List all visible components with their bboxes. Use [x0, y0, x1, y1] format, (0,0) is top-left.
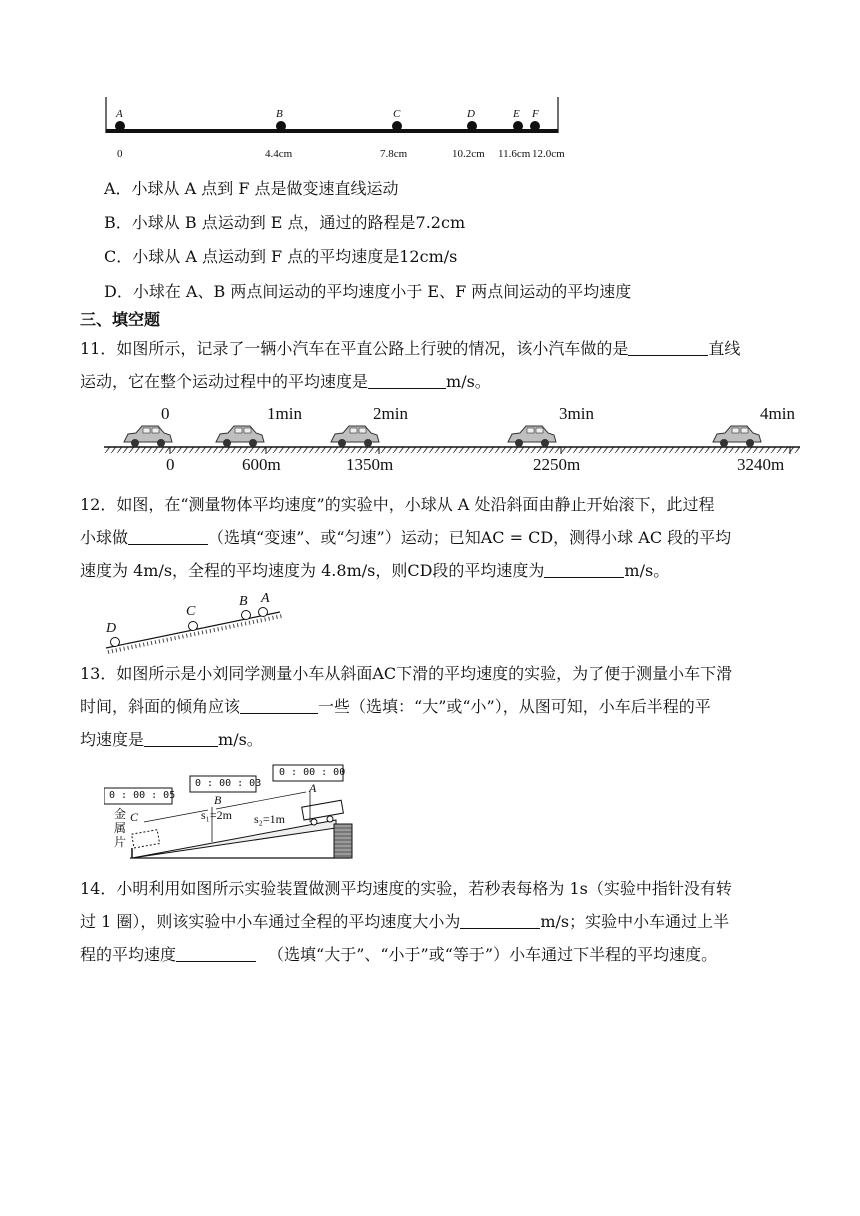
tick-label-5: 12.0cm	[532, 148, 565, 160]
q12-text-2b: （选填“变速”、或“匀速”）运动；已知AC = CD，测得小球 AC 段的平均	[208, 528, 732, 547]
cart-label-a: A	[309, 781, 317, 795]
q14-blank-1[interactable]	[460, 912, 540, 929]
option-b: B．小球从 B 点运动到 E 点，通过的路程是7.2cm	[104, 213, 466, 232]
incline-figure	[100, 588, 290, 654]
cart-label-c: C	[130, 810, 139, 824]
point-label-b: B	[276, 108, 283, 120]
metal-char-3: 片	[114, 835, 127, 849]
point-label-f: F	[532, 108, 539, 120]
q13-text-3a: 均速度是	[80, 730, 145, 749]
point-c	[392, 121, 402, 131]
q13-blank-1[interactable]	[240, 697, 318, 714]
q11-text-1a: 11．如图所示，记录了一辆小汽车在平直公路上行驶的情况，该小汽车做的是	[80, 339, 629, 358]
cart-figure	[104, 762, 364, 862]
q14-line-3	[80, 945, 717, 965]
q12-blank-1[interactable]	[128, 528, 208, 545]
metal-char-1: 金	[114, 807, 127, 821]
q12-line-1: 12．如图，在“测量物体平均速度”的实验中，小球从 A 处沿斜面由静止开始滚下，此过程	[80, 495, 715, 514]
q11-text-2b: m/s。	[446, 372, 491, 391]
distance-label-2: 1350m	[346, 455, 394, 474]
q13-blank-2[interactable]	[144, 730, 218, 747]
point-a	[115, 121, 125, 131]
q12-text-3a: 速度为 4m/s，全程的平均速度为 4.8m/s，则CD段的平均速度为	[80, 561, 545, 580]
option-c: C．小球从 A 点运动到 F 点的平均速度是12cm/s	[104, 247, 458, 266]
q12-text-2a: 小球做	[80, 528, 129, 547]
q12-text-3b: m/s。	[624, 561, 670, 580]
point-b	[276, 121, 286, 131]
time-label-2: 2min	[373, 404, 408, 423]
incline-label-a: A	[261, 591, 270, 606]
q14-text-3b: （选填“大于”、“小于”或“等于”）小车通过下半程的平均速度。	[268, 945, 718, 964]
q12-blank-2[interactable]	[544, 561, 624, 578]
q14-blank-2[interactable]	[176, 945, 256, 962]
metal-char-2: 属	[114, 821, 127, 835]
point-label-c: C	[393, 108, 401, 120]
option-d: D．小球在 A、B 两点间运动的平均速度小于 E、F 两点间运动的平均速度	[104, 282, 632, 301]
car-road-figure	[100, 404, 805, 476]
q13-text-3b: m/s。	[218, 730, 263, 749]
q12-line-2	[80, 528, 731, 548]
point-label-a: A	[116, 108, 123, 120]
q12-line-3	[80, 561, 669, 581]
q11-blank-2[interactable]	[368, 372, 446, 389]
q14-text-2b: m/s；实验中小车通过上半	[540, 912, 730, 931]
q13-line-2	[80, 697, 711, 717]
q11-text-1b: 直线	[708, 339, 741, 358]
s2-label: s₂=1m	[254, 812, 285, 826]
ruler-svg	[104, 95, 560, 165]
distance-label-1: 600m	[242, 455, 281, 474]
point-f	[530, 121, 540, 131]
timer-b: 0 : 00 : 03	[195, 778, 262, 789]
time-label-3: 3min	[559, 404, 594, 423]
q11-line-2	[80, 372, 491, 392]
point-e	[513, 121, 523, 131]
timer-c: 0 : 00 : 05	[109, 790, 176, 801]
section-title: 三、填空题	[80, 310, 161, 329]
q11-blank-1[interactable]	[628, 339, 708, 356]
q13-text-2a: 时间，斜面的倾角应该	[80, 697, 241, 716]
q13-line-1: 13．如图所示是小刘同学测量小车从斜面AC下滑的平均速度的实验，为了便于测量小车下滑	[80, 664, 733, 683]
s1-label: s₁=2m	[201, 808, 232, 822]
tick-label-4: 11.6cm	[498, 148, 531, 160]
point-label-d: D	[467, 108, 475, 120]
timer-a: 0 : 00 : 00	[279, 767, 346, 778]
q11-line-1	[80, 339, 740, 359]
tick-label-0: 0	[117, 148, 123, 160]
q14-text-3a: 程的平均速度	[80, 945, 177, 964]
incline-label-c: C	[186, 604, 196, 619]
tick-label-2: 7.8cm	[380, 148, 408, 160]
time-label-1: 1min	[267, 404, 302, 423]
tick-label-1: 4.4cm	[265, 148, 293, 160]
tick-label-3: 10.2cm	[452, 148, 485, 160]
cart-label-b: B	[214, 793, 222, 807]
q13-line-3	[80, 730, 263, 750]
q13-text-2b: 一些（选填：“大”或“小”），从图可知，小车后半程的平	[318, 697, 711, 716]
q11-text-2a: 运动，它在整个运动过程中的平均速度是	[80, 372, 369, 391]
q14-text-2a: 过 1 圈），则该实验中小车通过全程的平均速度大小为	[80, 912, 461, 931]
ruler-figure	[104, 95, 565, 165]
incline-label-d: D	[106, 621, 117, 636]
q14-line-2	[80, 912, 729, 932]
incline-label-b: B	[239, 594, 248, 609]
distance-label-3: 2250m	[533, 455, 581, 474]
point-d	[467, 121, 477, 131]
distance-label-0: 0	[166, 455, 175, 474]
point-label-e: E	[513, 108, 520, 120]
car-road-svg	[100, 404, 805, 476]
time-label-0: 0	[161, 404, 170, 423]
option-a: A．小球从 A 点到 F 点是做变速直线运动	[104, 179, 399, 198]
time-label-4: 4min	[760, 404, 795, 423]
distance-label-4: 3240m	[737, 455, 785, 474]
q14-line-1: 14．小明利用如图所示实验装置做测平均速度的实验，若秒表每格为 1s（实验中指针没有转	[80, 879, 732, 898]
